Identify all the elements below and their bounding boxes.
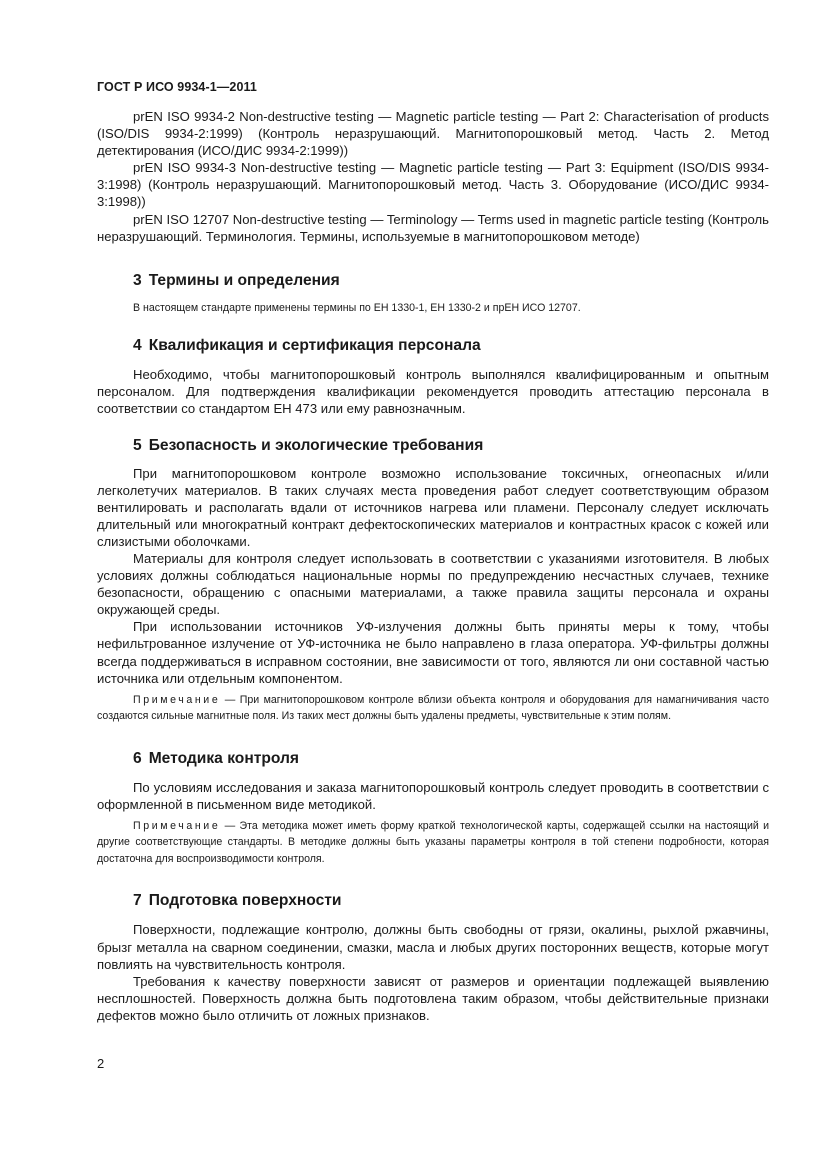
section-5-note <box>97 692 769 725</box>
section-title: Квалификация и сертификация персонала <box>148 337 481 355</box>
reference-entry: prEN ISO 9934-3 Non-destructive testing — Magnetic particle testing — Part 3: Equipment (ISO/DIS 9934-3:1998) (Контроль неразрушающий. Магнитопорошковый метод. Часть 3. Оборудование (ИСО/ДИС 9934-3:1998)) <box>97 160 769 210</box>
note-text: — При магнитопорошковом контроле вблизи объекта контроля и оборудования для намагничивания часто создаются сильные магнитные поля. Из таких мест должны быть удалены предметы, чувствительные к этим полям. <box>97 693 769 723</box>
section-7-paragraph: Требования к качеству поверхности зависят от размеров и ориентации подлежащей выявлению несплошностей. Поверхность должна быть подготовлена таким образом, чтобы действительные признаки дефектов можно было отличить от ложных признаков. <box>97 973 769 1023</box>
section-number: 3 <box>133 271 142 289</box>
reference-entry: prEN ISO 9934-2 Non-destructive testing — Magnetic particle testing — Part 2: Characterisation of products (ISO/DIS 9934-2:1999) (Контроль неразрушающий. Магнитопорошковый метод. Часть 2. Метод детектирования (ИСО/ДИС 9934-2:1999)) <box>97 109 769 159</box>
note-text: — Эта методика может иметь форму краткой технологической карты, содержащей ссылки на настоящий и другие соответствующие стандарты. В методике должны быть указаны параметры контроля в той степени подробности, которая достаточна для воспроизводимости контроля. <box>97 819 769 865</box>
section-4-heading <box>97 336 769 356</box>
reference-entry: prEN ISO 12707 Non-destructive testing — Terminology — Terms used in magnetic particle testing (Контроль неразрушающий. Терминология. Термины, используемые в магнитопорошковом методе) <box>97 211 769 244</box>
section-5-paragraph: Материалы для контроля следует использовать в соответствии с указаниями изготовителя. В любых условиях должны соблюдаться национальные нормы по предупреждению несчастных случаев, технике безопасности, обращению с опасными материалами, а также правила защиты персонала и охраны окружающей среды. <box>97 551 769 618</box>
section-3-text: В настоящем стандарте применены термины по ЕН 1330-1, ЕН 1330-2 и прЕН ИСО 12707. <box>133 301 581 314</box>
section-5-paragraph: При использовании источников УФ-излучения должны быть приняты меры к тому, чтобы нефильтрованное излучение от УФ-источника не было направлено в глаза оператора. УФ-фильтры должны всегда поддерживаться в исправном состоянии, вне зависимости от того, являются ли они составной частью источника или отдельным компонентом. <box>97 619 769 686</box>
section-7-paragraph: Поверхности, подлежащие контролю, должны быть свободны от грязи, окалины, рыхлой ржавчины, брызг металла на сварном соединении, смазки, масла и любых других посторонних веществ, которые могут повлиять на чувствительность контроля. <box>97 922 769 972</box>
page-number: 2 <box>97 1056 105 1071</box>
section-number: 7 <box>133 892 142 910</box>
section-6-note <box>97 818 769 868</box>
section-5-heading <box>97 436 769 456</box>
section-title: Безопасность и экологические требования <box>148 436 484 454</box>
page-content <box>97 108 769 1024</box>
section-5-paragraph: При магнитопорошковом контроле возможно использование токсичных, огнеопасных и/или легколетучих материалов. В таких случаях места проведения работ следует соответствующим образом вентилировать и располагать вдали от источников нагрева или пламени. Персоналу следует исключать длительный или многократный контракт дефектоскопических материалов и контрастных красок с кожей или слизистыми оболочками. <box>97 465 769 549</box>
section-number: 4 <box>133 337 142 355</box>
section-title: Термины и определения <box>148 271 340 289</box>
section-6-heading <box>97 749 769 769</box>
note-label: Примечание <box>133 693 221 706</box>
section-7-heading <box>97 891 769 911</box>
note-label: Примечание <box>133 819 221 832</box>
section-number: 6 <box>133 749 142 767</box>
document-header: ГОСТ Р ИСО 9934-1—2011 <box>97 80 257 94</box>
section-title: Подготовка поверхности <box>148 892 342 910</box>
section-6-text: По условиям исследования и заказа магнитопорошковый контроль следует проводить в соответствии с оформленной в письменном виде методикой. <box>97 779 769 812</box>
section-number: 5 <box>133 436 142 454</box>
section-title: Методика контроля <box>148 749 300 767</box>
section-3-heading <box>97 271 769 291</box>
section-4-text: Необходимо, чтобы магнитопорошковый контроль выполнялся квалифицированным и опытным персоналом. Для подтверждения квалификации рекомендуется проводить аттестацию персонала в соответствии со стандартом ЕН 473 или ему равнозначным. <box>97 367 769 417</box>
